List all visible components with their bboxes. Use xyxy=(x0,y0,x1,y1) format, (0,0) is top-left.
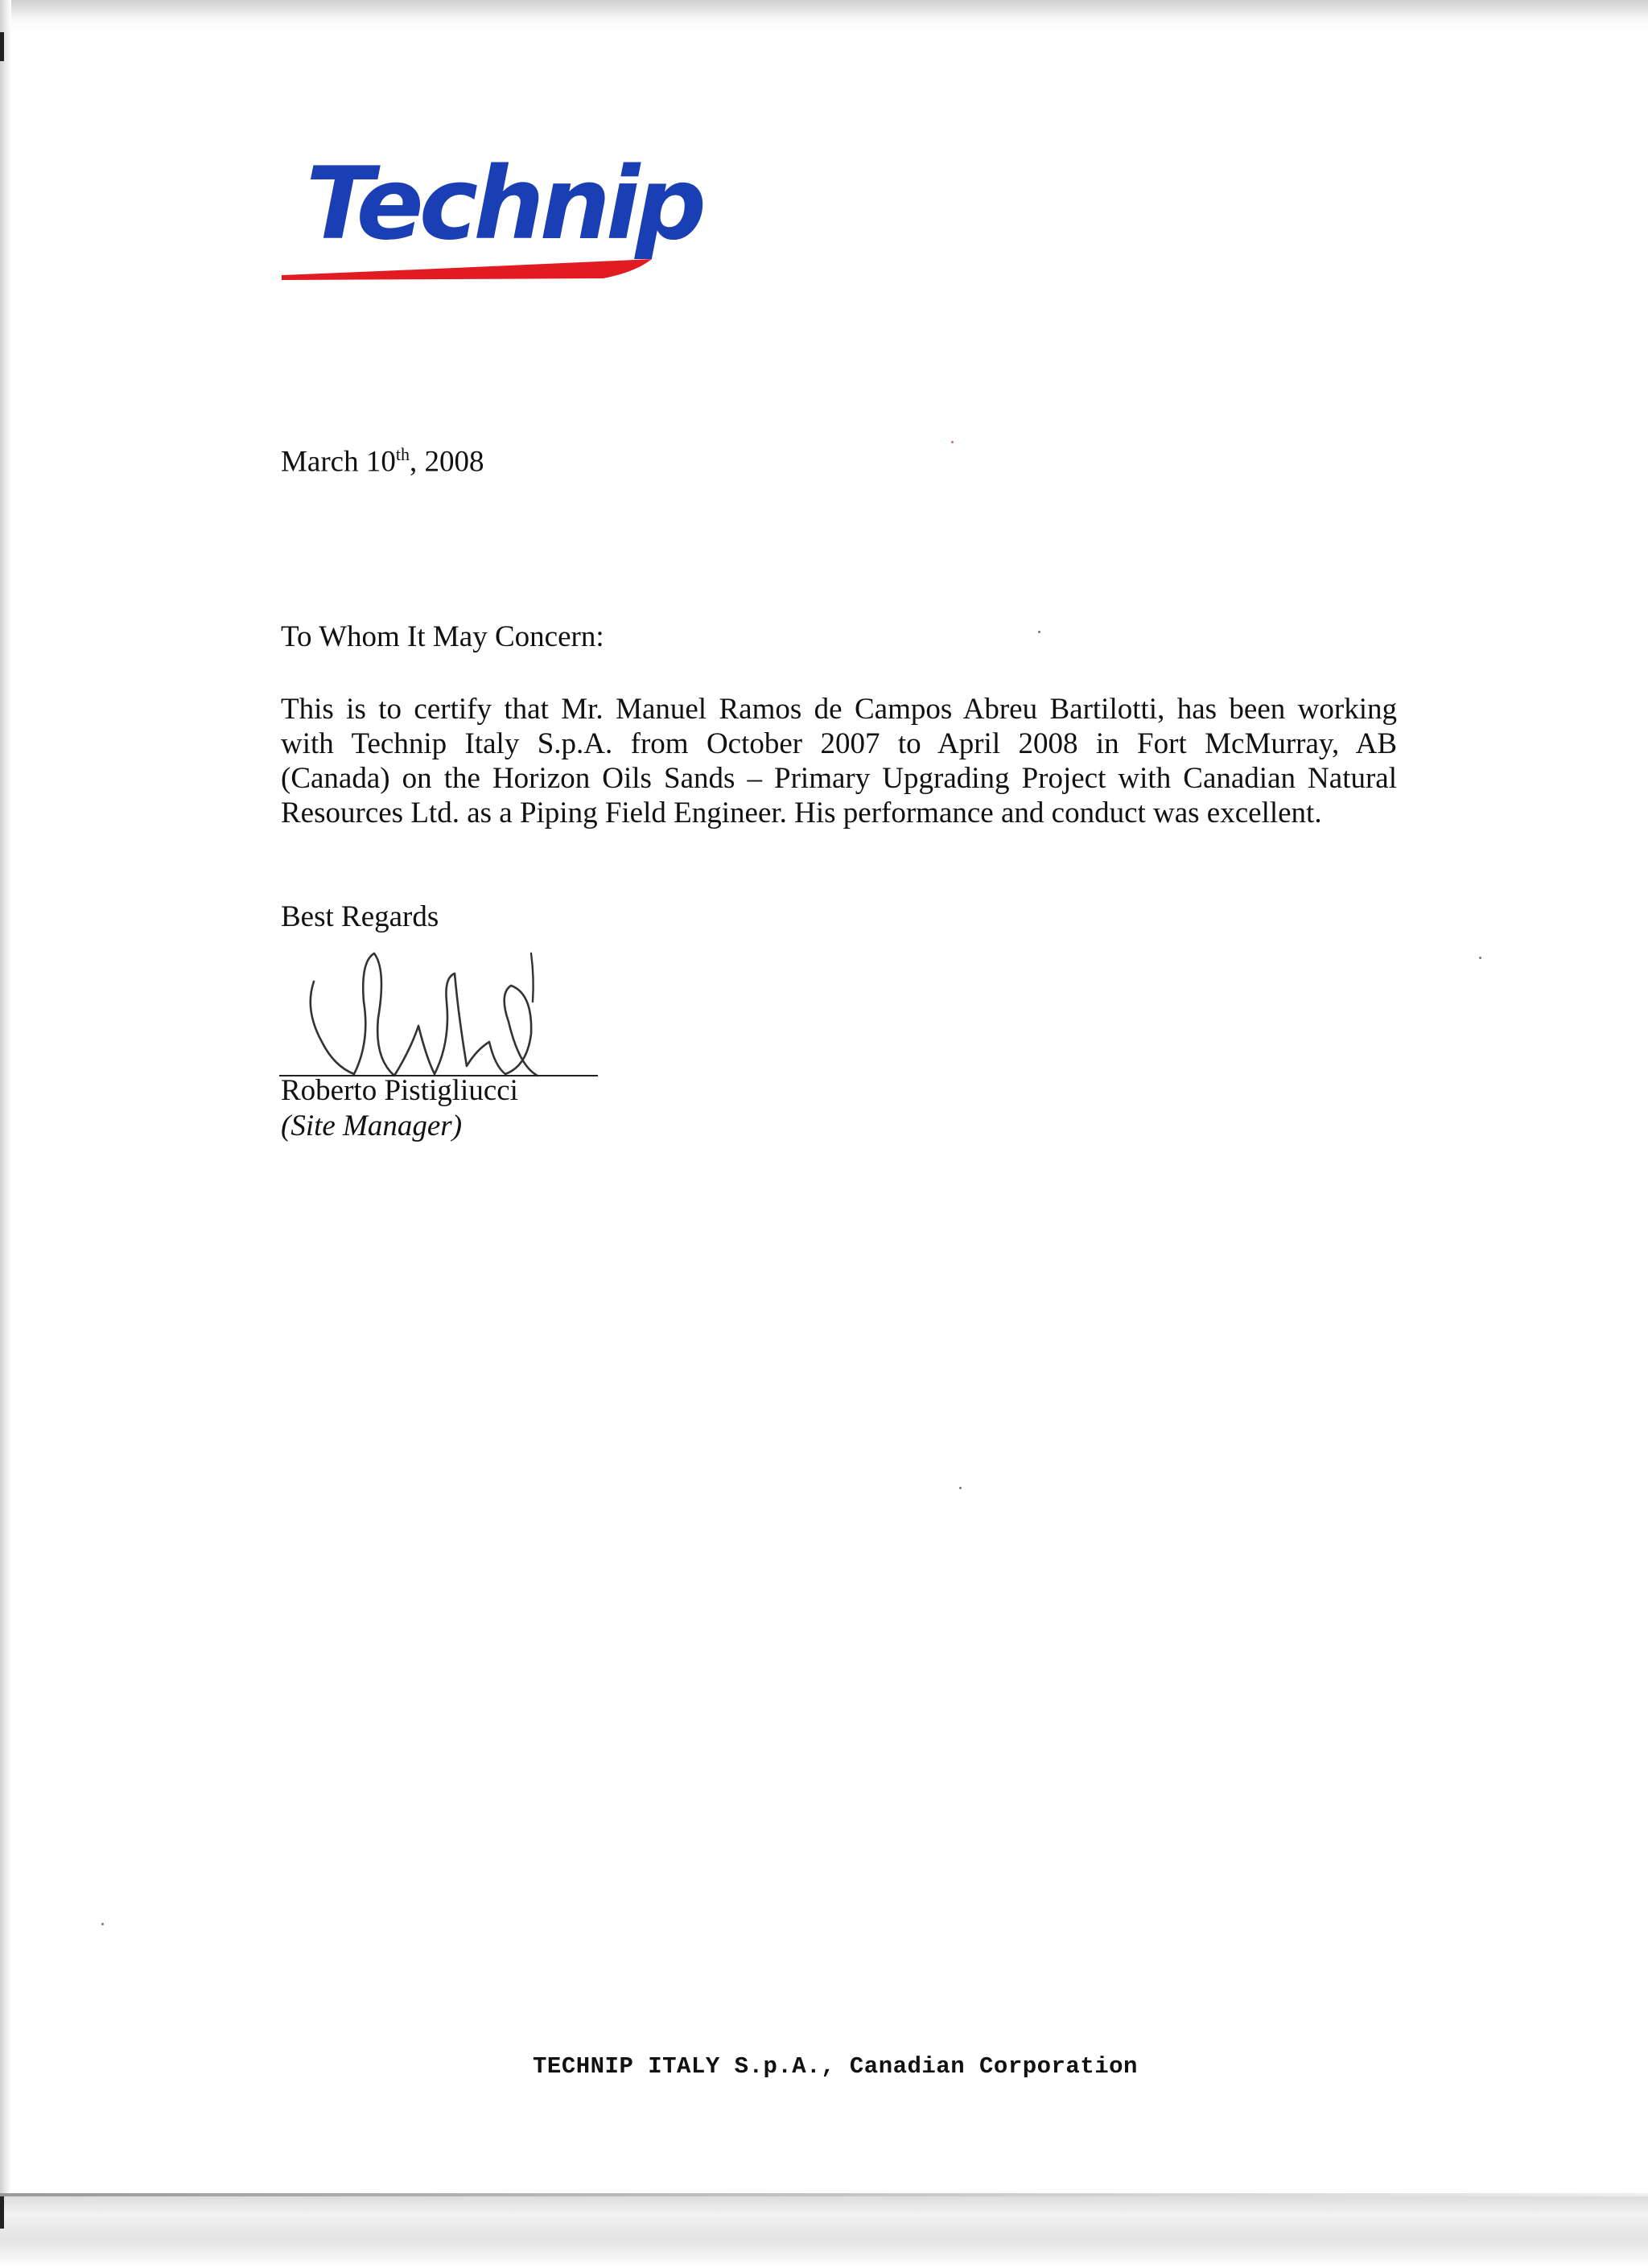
scan-speck xyxy=(959,1487,962,1489)
letter-date xyxy=(281,444,484,479)
scan-mark xyxy=(0,32,4,61)
logo-wordmark: Technip xyxy=(306,146,702,262)
scan-speck xyxy=(1038,631,1040,633)
date-year: , 2008 xyxy=(409,445,484,479)
salutation: To Whom It May Concern: xyxy=(281,620,604,653)
technip-logo xyxy=(282,146,702,291)
signer-name: Roberto Pistigliucci xyxy=(281,1074,518,1107)
scan-left-edge xyxy=(0,0,11,2268)
handwritten-signature xyxy=(298,945,563,1086)
body-line: This is to certify that Mr. Manuel Ramos de Campos Abreu Bartilotti, has been working xyxy=(281,693,1397,726)
date-ordinal: th xyxy=(395,444,410,464)
scan-speck xyxy=(951,441,954,443)
body-line: (Canada) on the Horizon Oils Sands – Primary Upgrading Project with Canadian Natural xyxy=(281,762,1397,795)
logo-swoosh xyxy=(282,257,652,282)
signer-title: (Site Manager) xyxy=(281,1109,463,1142)
scan-mark xyxy=(0,2196,4,2229)
letter-body xyxy=(281,692,1397,830)
scan-bottom-edge xyxy=(0,2196,1648,2268)
company-footer: TECHNIP ITALY S.p.A., Canadian Corporation xyxy=(533,2053,1138,2080)
body-line: Resources Ltd. as a Piping Field Engineer. His performance and conduct was excellent. xyxy=(281,796,1322,829)
body-line: with Technip Italy S.p.A. from October 2007 to April 2008 in Fort McMurray, AB xyxy=(281,727,1397,760)
scan-speck xyxy=(1479,957,1481,959)
scan-top-edge xyxy=(0,0,1648,31)
scan-speck xyxy=(101,1923,104,1925)
closing: Best Regards xyxy=(281,900,439,933)
date-month-day: March 10 xyxy=(281,445,396,479)
